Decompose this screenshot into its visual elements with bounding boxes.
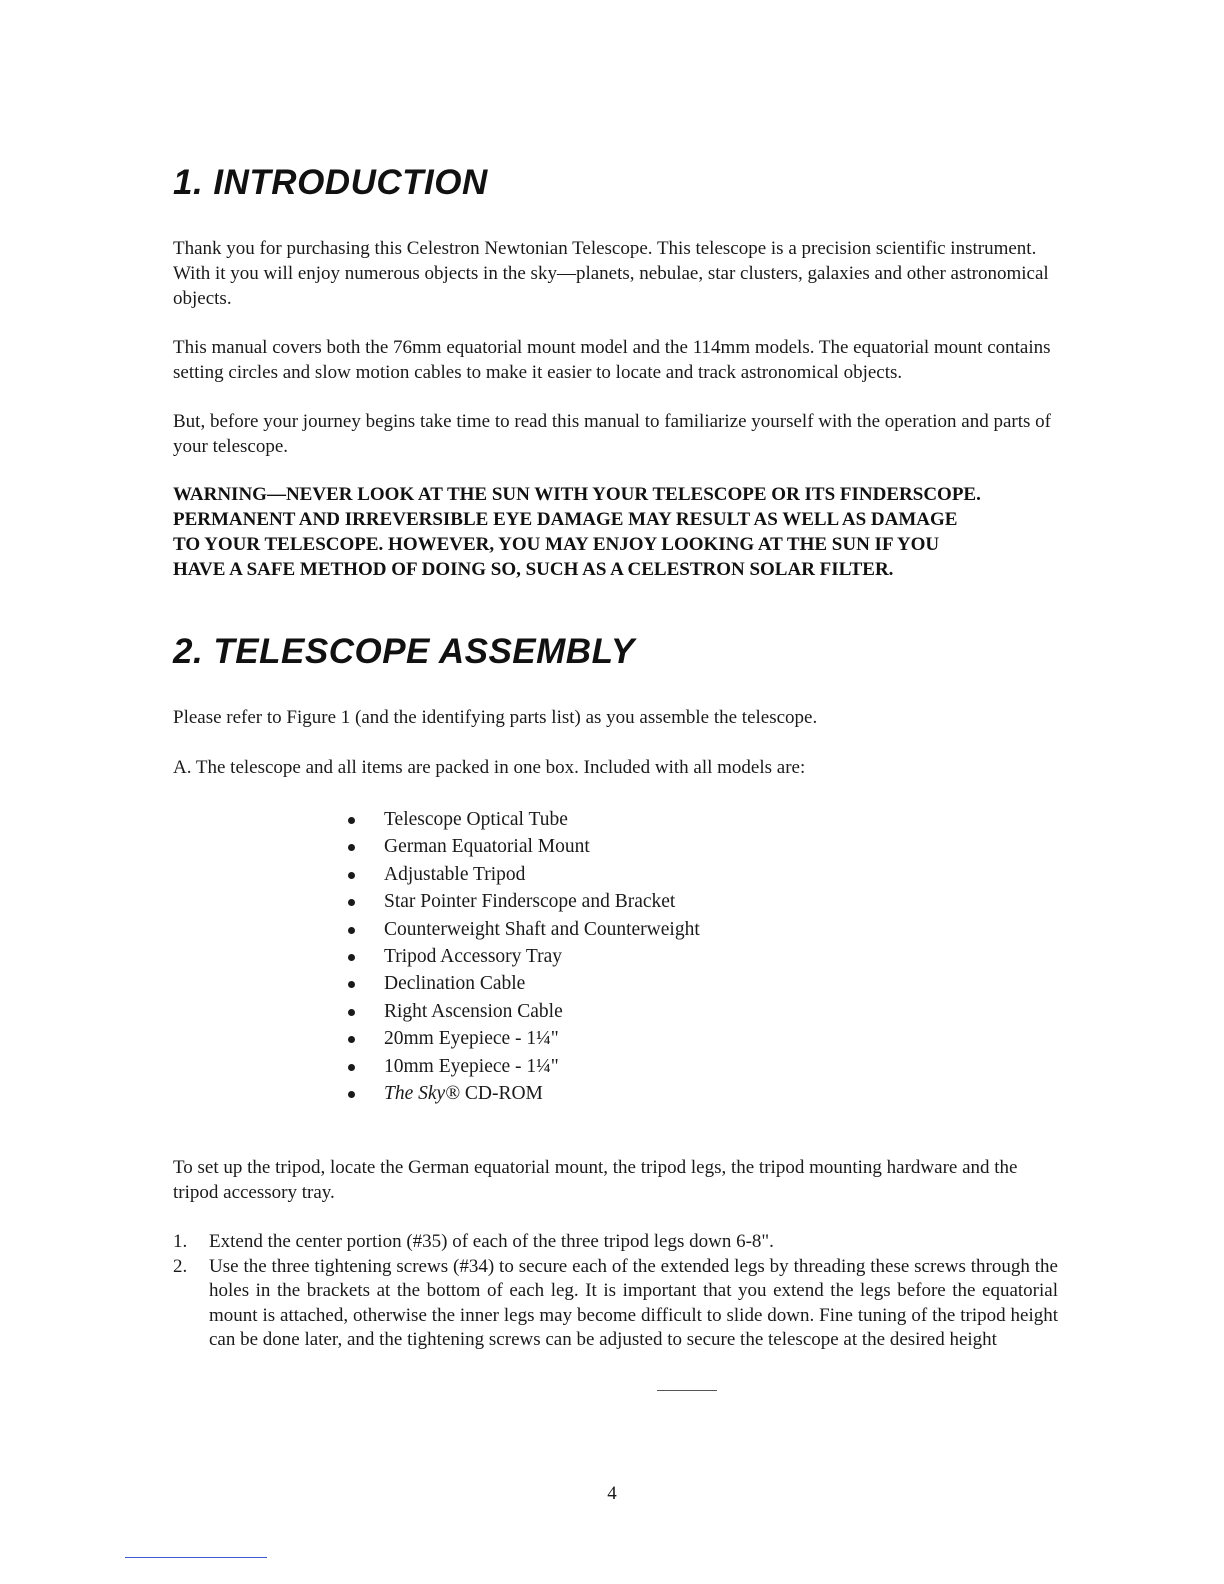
bullet-icon [348, 872, 355, 879]
warning-line: TO YOUR TELESCOPE. HOWEVER, YOU MAY ENJOY LOOKING AT THE SUN IF YOU [173, 534, 940, 555]
included-items-intro: A. The telescope and all items are packed in one box. Included with all models are: [173, 757, 806, 778]
list-item: 10mm Eyepiece - 1¼" [345, 1053, 700, 1080]
list-item: Star Pointer Finderscope and Bracket [345, 888, 700, 915]
step-number: 2. [173, 1255, 188, 1277]
step-item [173, 1230, 1058, 1255]
bullet-icon [348, 1091, 355, 1098]
sun-warning [173, 482, 1073, 582]
bullet-icon [348, 1009, 355, 1016]
bullet-icon [348, 981, 355, 988]
list-item: Declination Cable [345, 970, 700, 997]
page-number: 4 [607, 1483, 617, 1504]
intro-paragraph-1: Thank you for purchasing this Celestron Newtonian Telescope. This telescope is a precision scientific instrument. With it you will enjoy numerous objects in the sky—planets, nebulae, star clusters, galaxies and other astronomical objects. [173, 238, 1049, 309]
bullet-icon [348, 927, 355, 934]
scan-artifact-line [125, 1557, 267, 1558]
warning-line: HAVE A SAFE METHOD OF DOING SO, SUCH AS A CELESTRON SOLAR FILTER. [173, 559, 894, 580]
step-number: 1. [173, 1231, 188, 1252]
step-item [173, 1255, 1058, 1353]
tripod-steps [173, 1230, 1058, 1353]
list-item: Adjustable Tripod [345, 861, 700, 888]
bullet-icon [348, 954, 355, 961]
scan-artifact-dash [657, 1390, 717, 1391]
list-item: The Sky® CD-ROM [345, 1080, 700, 1107]
bullet-icon [348, 1036, 355, 1043]
intro-paragraph-2: This manual covers both the 76mm equatorial mount model and the 114mm models. The equatorial mount contains setting circles and slow motion cables to make it easier to locate and track astronomical objects. [173, 337, 1051, 383]
bullet-icon [348, 817, 355, 824]
warning-line: WARNING—NEVER LOOK AT THE SUN WITH YOUR TELESCOPE OR ITS FINDERSCOPE. [173, 484, 981, 505]
step-text: Use the three tightening screws (#34) to secure each of the extended legs by threading these screws through the holes in the brackets at the bottom of each leg. It is important that you extend the legs before the equatorial mount is attached, otherwise the inner legs may become difficult to slide down. Fine tuning of the tripod height can be done later, and the tightening screws can be adjusted to secure the telescope at the desired height [209, 1255, 1058, 1351]
list-item: Right Ascension Cable [345, 998, 700, 1025]
list-item: 20mm Eyepiece - 1¼" [345, 1025, 700, 1052]
intro-paragraph-3: But, before your journey begins take time to read this manual to familiarize yourself with the operation and parts of your telescope. [173, 411, 1051, 457]
list-item: Tripod Accessory Tray [345, 943, 700, 970]
software-title: The Sky® [384, 1082, 461, 1104]
section-2-heading: 2. TELESCOPE ASSEMBLY [173, 632, 635, 671]
bullet-icon [348, 1064, 355, 1071]
assembly-intro: Please refer to Figure 1 (and the identifying parts list) as you assemble the telescope. [173, 707, 818, 728]
step-text: Extend the center portion (#35) of each of the three tripod legs down 6-8". [209, 1231, 774, 1252]
list-item: German Equatorial Mount [345, 833, 700, 860]
section-1-heading: 1. INTRODUCTION [173, 163, 488, 202]
bullet-icon [348, 899, 355, 906]
bullet-icon [348, 844, 355, 851]
list-item: Telescope Optical Tube [345, 806, 700, 833]
warning-line: PERMANENT AND IRREVERSIBLE EYE DAMAGE MAY RESULT AS WELL AS DAMAGE [173, 509, 958, 530]
list-item: Counterweight Shaft and Counterweight [345, 916, 700, 943]
included-items-list [345, 806, 700, 1107]
tripod-setup-paragraph: To set up the tripod, locate the German equatorial mount, the tripod legs, the tripod mounting hardware and the tripod accessory tray. [173, 1157, 1018, 1203]
